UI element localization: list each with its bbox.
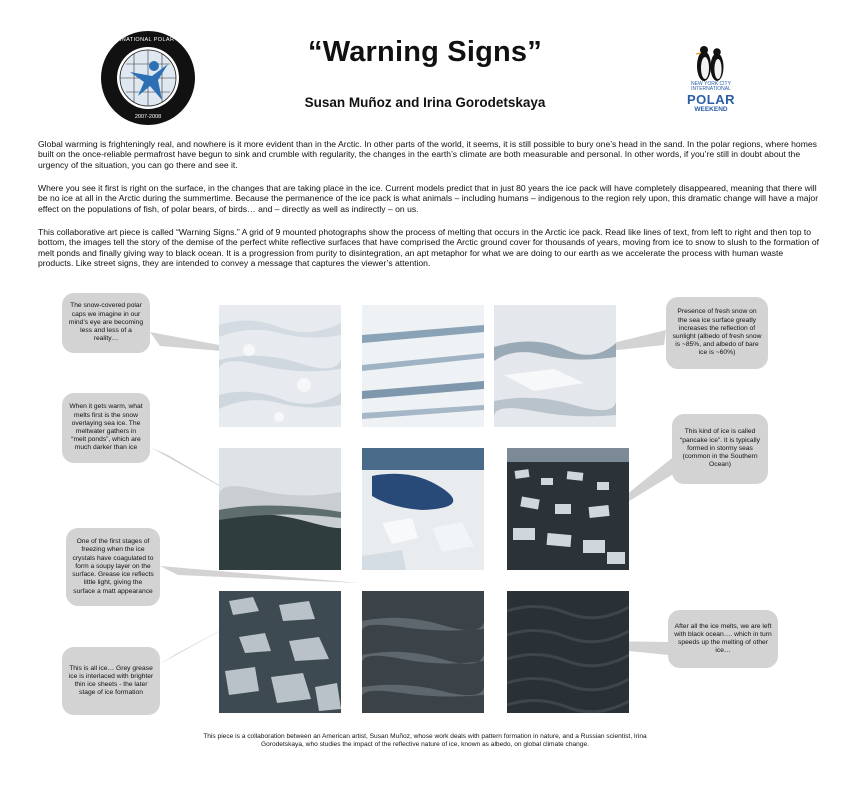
photo-melt-ponds	[219, 448, 341, 570]
intro-paragraph-1: Global warming is frighteningly real, and nowhere is it more evident than in the Arctic. In other parts of the world, it seems, it is still possible to bury one’s head in the sand. In the polar regions, where homes built on the once-reliable permafrost have begun to sink and crumble with regularity, the changes in the earth’s climate are both measurable and personal. In other words, if you’re still in doubt about the urgency of the situation, you can go there and see it.	[38, 139, 817, 170]
callout-black-ocean: After all the ice melts, we are left with black ocean…. which in turn speeds up the melting of other ice…	[668, 610, 778, 668]
photo-snow-cover	[219, 305, 341, 427]
logo-right-line4: WEEKEND	[694, 106, 728, 113]
logo-right-line1: NEW YORK CITY	[691, 81, 731, 87]
callout-fresh-snow-albedo: Presence of fresh snow on the sea ice surface greatly increases the reflection of sunlight (albedo of fresh snow is ~85%, and albedo of bare ice is ~60%)	[666, 297, 768, 369]
photo-fresh-snow-on-ice	[494, 305, 616, 427]
authors: Susan Muñoz and Irina Gorodetskaya	[304, 95, 546, 110]
logo-right-line3: POLAR	[687, 92, 735, 107]
photo-black-ocean	[507, 591, 629, 713]
photo-pancake-ice	[507, 448, 629, 570]
footer-credit: This piece is a collaboration between an American artist, Susan Muñoz, whose work deals with pattern formation in nature, and a Russian scientist, Irina Gorodetskaya, who studies the impact of the reflective nature of ice, known as albedo, on global climate change.	[203, 733, 647, 749]
penguin-icon	[680, 42, 742, 82]
intro-paragraph-3: This collaborative art piece is called “Warning Signs.” A grid of 9 mounted photographs show the process of melting that occurs in the Arctic ice pack. Read like lines of text, from left to right and then top to bottom, the images tell the story of the demise of the perfect white reflective surfaces that have comprised the Arctic ground cover for thousands of years, moving from ice to snow to slush to the formation of melt ponds and finally giving way to black ocean. It is a progression from purity to disintegration, an apt metaphor for what we are doing to our earth as we accelerate the process with human waste products. Like street signs, they are intended to convey a message that captures the viewer’s attention.	[38, 227, 819, 268]
polar-weekend-logo	[680, 42, 742, 114]
photo-thin-ice-sheets	[219, 591, 341, 713]
callout-pancake-ice: This kind of ice is called “pancake ice”. It is typically formed in stormy seas (common in the Southern Ocean)	[672, 414, 768, 484]
callout-snow-covered-caps: The snow-covered polar caps we imagine in our mind’s eye are becoming less and less of a reality…	[62, 293, 150, 353]
photo-broken-ice-melt-pond	[362, 448, 484, 570]
page-title: “Warning Signs”	[308, 36, 542, 68]
logo-right-line2: INTERNATIONAL	[691, 86, 731, 92]
logo-left-caption: INTERNATIONAL POLAR YEAR 2007-2008	[103, 37, 193, 120]
callout-grease-ice: One of the first stages of freezing when the ice crystals have coagulated to form a soupy layer on the surface. Grease ice reflects little light, giving the surface a matt appearance	[66, 528, 160, 606]
callout-melt-ponds: When it gets warm, what melts first is the snow overlaying sea ice. The meltwater gathers in “melt ponds”, which are much darker than ice	[62, 393, 150, 463]
photo-wind-packed-snow	[362, 305, 484, 427]
photo-grease-ice	[362, 591, 484, 713]
intro-paragraph-2: Where you see it first is right on the surface, in the changes that are taking place in the ice. Current models predict that in just 80 years the ice pack will have completely disappeared, meaning that there will be no ice at all in the Arctic during the summertime. Because the permanence of the ice pack is what animals – including humans – indigenous to the region rely upon, this dramatic change will have a major effect on the populations of fish, of polar bears, of birds… and – directly as well as indirectly – on us.	[38, 183, 819, 214]
callout-ice-interlaced: This is all ice… Grey grease ice is interlaced with brighter thin ice sheets - the later stage of ice formation	[62, 647, 160, 715]
